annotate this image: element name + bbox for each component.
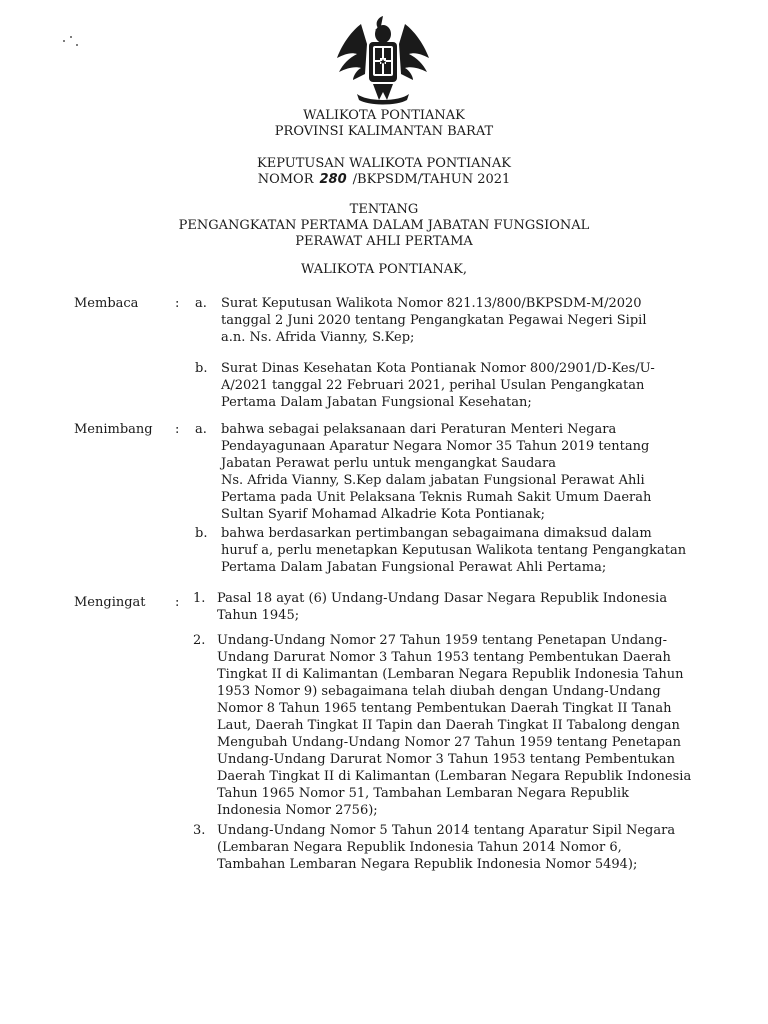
decree-heading <box>0 156 768 188</box>
decree-number <box>0 172 768 188</box>
subject-heading <box>0 202 768 250</box>
issuer-heading <box>0 108 768 140</box>
item-text <box>217 632 705 819</box>
item-line: Laut, Daerah Tingkat II Tapin dan Daerah Tingkat II Tabalong dengan <box>217 718 680 733</box>
item-line: Nomor 8 Tahun 1965 tentang Pembentukan Daerah Tingkat II Tanah <box>217 701 672 716</box>
item-text <box>221 295 705 346</box>
section-label: Mengingat <box>74 595 146 610</box>
item-line: huruf a, perlu menetapkan Keputusan Walikota tentang Pengangkatan <box>221 543 687 558</box>
item-line: bahwa sebagai pelaksanaan dari Peraturan Menteri Negara <box>221 422 617 437</box>
item-line: Mengubah Undang-Undang Nomor 27 Tahun 1959 tentang Penetapan <box>217 735 682 750</box>
issuer-name: WALIKOTA PONTIANAK, <box>301 262 467 277</box>
tentang-label: TENTANG <box>349 202 419 217</box>
item-line: (Lembaran Negara Republik Indonesia Tahun 2014 Nomor 6, <box>217 840 622 855</box>
item-marker: b. <box>195 361 208 376</box>
scan-speck <box>63 40 65 42</box>
item-line: Pertama Dalam Jabatan Fungsional Perawat Ahli Pertama; <box>221 560 607 575</box>
subject-line-2: PERAWAT AHLI PERTAMA <box>295 234 473 249</box>
item-line: Undang Darurat Nomor 3 Tahun 1953 tentang Pembentukan Daerah <box>217 650 671 665</box>
item-line: Pertama Dalam Jabatan Fungsional Kesehatan; <box>221 395 532 410</box>
section-label: Menimbang <box>74 422 153 437</box>
heading-line-1: WALIKOTA PONTIANAK <box>303 108 465 123</box>
item-marker: 1. <box>193 591 206 606</box>
scan-speck <box>76 44 78 46</box>
item-marker: 2. <box>193 633 206 648</box>
item-line: Pendayagunaan Aparatur Negara Nomor 35 Tahun 2019 tentang <box>221 439 650 454</box>
item-line: Undang-Undang Nomor 5 Tahun 2014 tentang Aparatur Sipil Negara <box>217 823 676 838</box>
item-marker: 3. <box>193 823 206 838</box>
section-mengingat <box>0 590 768 890</box>
item-line: Tahun 1945; <box>217 608 300 623</box>
item-line: bahwa berdasarkan pertimbangan sebagaimana dimaksud dalam <box>221 526 652 541</box>
item-line: a.n. Ns. Afrida Vianny, S.Kep; <box>221 330 415 345</box>
decree-title: KEPUTUSAN WALIKOTA PONTIANAK <box>257 156 511 171</box>
item-line: 1953 Nomor 9) sebagaimana telah diubah dengan Undang-Undang <box>217 684 661 699</box>
item-line: Undang-Undang Darurat Nomor 3 Tahun 1953 tentang Pembentukan <box>217 752 676 767</box>
nomor-number: 280 <box>319 172 347 187</box>
item-marker: a. <box>195 422 207 437</box>
item-text <box>221 421 705 523</box>
item-line: tanggal 2 Juni 2020 tentang Pengangkatan Pegawai Negeri Sipil <box>221 313 647 328</box>
issuer-line <box>0 262 768 278</box>
nomor-prefix: NOMOR <box>257 172 314 187</box>
item-text <box>221 525 705 576</box>
scan-speck <box>70 36 72 38</box>
item-line: Jabatan Perawat perlu untuk mengangkat Saudara <box>221 456 557 471</box>
item-marker: a. <box>195 296 207 311</box>
item-text <box>217 822 705 873</box>
item-line: Undang-Undang Nomor 27 Tahun 1959 tentang Penetapan Undang- <box>217 633 668 648</box>
nomor-suffix: /BKPSDM/TAHUN 2021 <box>352 172 511 187</box>
item-line: Indonesia Nomor 2756); <box>217 803 378 818</box>
section-colon: : <box>175 422 180 437</box>
item-line: Tambahan Lembaran Negara Republik Indonesia Nomor 5494); <box>217 857 638 872</box>
heading-line-2: PROVINSI KALIMANTAN BARAT <box>274 124 494 139</box>
garuda-pancasila-emblem-icon <box>331 14 435 106</box>
section-membaca <box>0 295 768 410</box>
item-line: Tingkat II di Kalimantan (Lembaran Negara Republik Indonesia Tahun <box>217 667 684 682</box>
item-text <box>221 360 705 411</box>
section-menimbang <box>0 421 768 581</box>
section-colon: : <box>175 595 180 610</box>
item-marker: b. <box>195 526 208 541</box>
subject-line-1: PENGANGKATAN PERTAMA DALAM JABATAN FUNGSIONAL <box>178 218 590 233</box>
item-line: Sultan Syarif Mohamad Alkadrie Kota Pontianak; <box>221 507 545 522</box>
section-colon: : <box>175 296 180 311</box>
item-line: Pertama pada Unit Pelaksana Teknis Rumah Sakit Umum Daerah <box>221 490 652 505</box>
item-line: Tahun 1965 Nomor 51, Tambahan Lembaran Negara Republik <box>217 786 629 801</box>
section-label: Membaca <box>74 296 139 311</box>
item-line: A/2021 tanggal 22 Februari 2021, perihal Usulan Pengangkatan <box>221 378 645 393</box>
item-line: Pasal 18 ayat (6) Undang-Undang Dasar Negara Republik Indonesia <box>217 591 668 606</box>
item-line: Daerah Tingkat II di Kalimantan (Lembaran Negara Republik Indonesia <box>217 769 692 784</box>
item-line: Ns. Afrida Vianny, S.Kep dalam jabatan Fungsional Perawat Ahli <box>221 473 645 488</box>
item-text <box>217 590 705 624</box>
item-line: Surat Keputusan Walikota Nomor 821.13/800/BKPSDM-M/2020 <box>221 296 642 311</box>
item-line: Surat Dinas Kesehatan Kota Pontianak Nomor 800/2901/D-Kes/U- <box>221 361 655 376</box>
